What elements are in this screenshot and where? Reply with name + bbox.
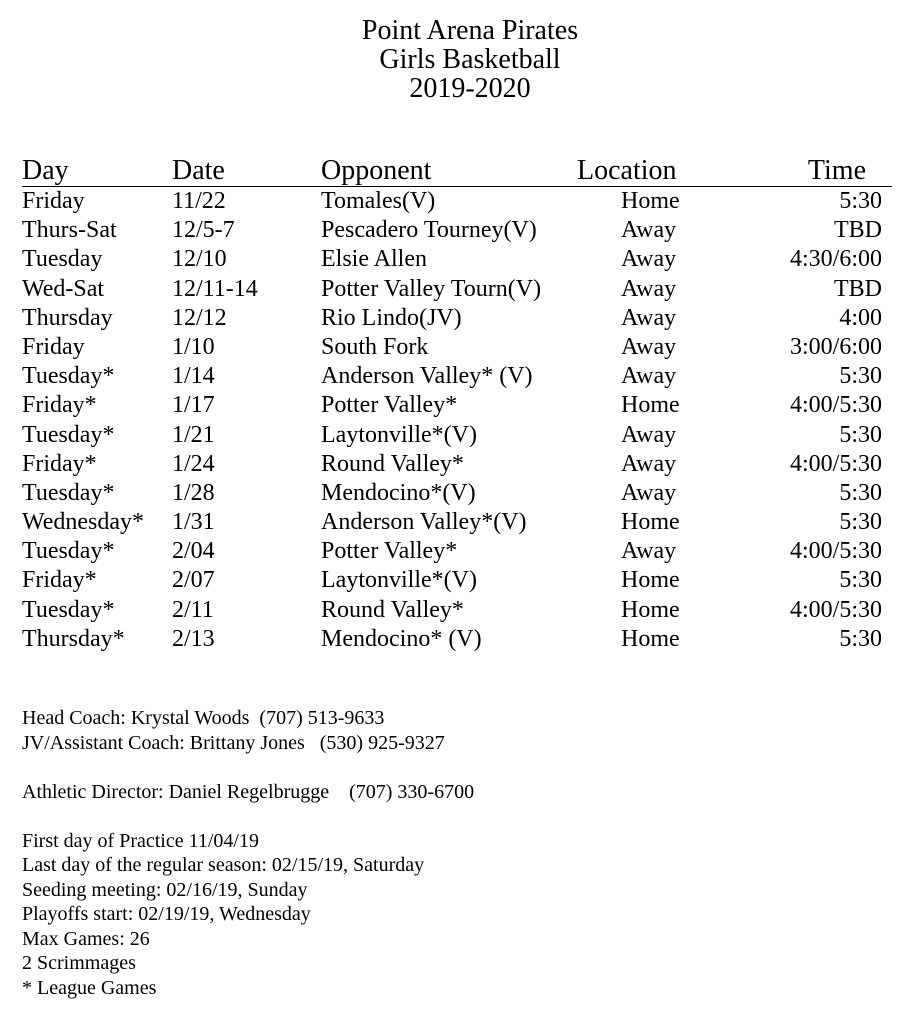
cell-location: Away bbox=[621, 421, 677, 448]
cell-location: Home bbox=[621, 188, 680, 214]
cell-location: Away bbox=[621, 275, 677, 302]
table-row bbox=[22, 450, 892, 479]
document-title bbox=[0, 16, 924, 103]
cell-opponent: Laytonville*(V) bbox=[321, 421, 477, 448]
max-games: Max Games: 26 bbox=[22, 927, 150, 950]
playoffs-start: Playoffs start: 02/19/19, Wednesday bbox=[22, 903, 311, 925]
cell-opponent: Laytonville*(V) bbox=[321, 567, 477, 594]
schedule-rows bbox=[22, 187, 892, 654]
cell-date: 1/24 bbox=[172, 450, 215, 477]
header-day: Day bbox=[22, 155, 69, 186]
cell-location: Away bbox=[621, 538, 677, 565]
cell-date: 1/10 bbox=[172, 333, 215, 360]
sport-name: Girls Basketball bbox=[379, 44, 561, 75]
cell-location: Away bbox=[621, 246, 677, 273]
cell-time: 4:00/5:30 bbox=[789, 450, 882, 477]
cell-date: 1/21 bbox=[172, 421, 215, 448]
cell-time: 5:30 bbox=[839, 479, 882, 506]
cell-day: Friday bbox=[22, 188, 85, 214]
table-row bbox=[22, 391, 892, 420]
header-date: Date bbox=[172, 155, 225, 186]
cell-opponent: Round Valley* bbox=[321, 596, 464, 623]
table-row bbox=[22, 537, 892, 566]
head-coach-info: Head Coach: Krystal Woods (707) 513-9633 bbox=[22, 707, 385, 729]
cell-opponent: Elsie Allen bbox=[321, 246, 427, 273]
cell-time: 4:00/5:30 bbox=[789, 392, 882, 419]
cell-opponent: Mendocino* (V) bbox=[321, 625, 482, 652]
table-row bbox=[22, 187, 892, 216]
cell-date: 12/5-7 bbox=[172, 217, 235, 244]
cell-time: 5:30 bbox=[839, 421, 882, 448]
cell-time: 5:30 bbox=[839, 567, 882, 594]
cell-location: Away bbox=[621, 450, 677, 477]
notes-section bbox=[22, 706, 474, 1000]
cell-date: 12/12 bbox=[172, 304, 227, 331]
cell-opponent: Potter Valley* bbox=[321, 392, 458, 419]
cell-location: Home bbox=[621, 392, 680, 419]
cell-day: Tuesday* bbox=[22, 479, 115, 506]
season-year: 2019-2020 bbox=[409, 73, 531, 104]
scrimmages: 2 Scrimmages bbox=[22, 952, 136, 974]
header-opponent: Opponent bbox=[321, 155, 432, 186]
cell-opponent: South Fork bbox=[321, 333, 429, 360]
cell-time: 3:00/6:00 bbox=[789, 333, 882, 360]
cell-opponent: Mendocino*(V) bbox=[321, 479, 476, 506]
cell-time: TBD bbox=[834, 275, 882, 302]
table-row bbox=[22, 216, 892, 245]
cell-opponent: Round Valley* bbox=[321, 450, 464, 477]
cell-location: Away bbox=[621, 479, 677, 506]
cell-location: Away bbox=[621, 363, 677, 390]
cell-day: Thurs-Sat bbox=[22, 217, 117, 244]
cell-day: Tuesday bbox=[22, 246, 103, 273]
cell-day: Wednesday* bbox=[22, 509, 145, 536]
table-row bbox=[22, 421, 892, 450]
last-day-regular-season: Last day of the regular season: 02/15/19, Saturday bbox=[22, 854, 425, 876]
seeding-meeting: Seeding meeting: 02/16/19, Sunday bbox=[22, 878, 308, 901]
cell-opponent: Potter Valley* bbox=[321, 538, 458, 565]
cell-day: Thursday* bbox=[22, 625, 125, 652]
cell-date: 1/31 bbox=[172, 509, 215, 536]
cell-opponent: Pescadero Tourney(V) bbox=[321, 217, 537, 244]
cell-day: Tuesday* bbox=[22, 363, 115, 390]
table-row bbox=[22, 596, 892, 625]
cell-day: Tuesday* bbox=[22, 421, 115, 448]
cell-opponent: Tomales(V) bbox=[321, 188, 436, 214]
cell-date: 12/11-14 bbox=[172, 275, 258, 302]
cell-opponent: Rio Lindo(JV) bbox=[321, 304, 462, 331]
table-row bbox=[22, 304, 892, 333]
cell-time: 5:30 bbox=[839, 363, 882, 390]
cell-location: Away bbox=[621, 333, 677, 360]
header-time: Time bbox=[807, 155, 866, 186]
table-row bbox=[22, 508, 892, 537]
cell-day: Tuesday* bbox=[22, 538, 115, 565]
cell-time: 4:00 bbox=[839, 304, 882, 331]
cell-location: Away bbox=[621, 217, 677, 244]
cell-day: Wed-Sat bbox=[22, 275, 105, 302]
cell-day: Thursday bbox=[22, 304, 113, 331]
athletic-director-info: Athletic Director: Daniel Regelbrugge (707) 330-6700 bbox=[22, 780, 475, 803]
league-games-note: * League Games bbox=[22, 976, 157, 999]
cell-date: 1/14 bbox=[172, 363, 215, 390]
table-row bbox=[22, 275, 892, 304]
team-name: Point Arena Pirates bbox=[361, 15, 579, 46]
schedule-table bbox=[22, 152, 892, 654]
cell-date: 2/11 bbox=[172, 596, 214, 623]
cell-time: 4:30/6:00 bbox=[789, 246, 882, 273]
cell-date: 11/22 bbox=[172, 188, 226, 214]
cell-location: Home bbox=[621, 509, 680, 536]
schedule-header bbox=[22, 152, 892, 187]
cell-opponent: Potter Valley Tourn(V) bbox=[321, 275, 542, 302]
cell-time: 4:00/5:30 bbox=[789, 538, 882, 565]
table-row bbox=[22, 479, 892, 508]
cell-time: 4:00/5:30 bbox=[789, 596, 882, 623]
cell-time: 5:30 bbox=[839, 188, 882, 214]
cell-day: Tuesday* bbox=[22, 596, 115, 623]
first-practice: First day of Practice 11/04/19 bbox=[22, 829, 259, 852]
cell-location: Away bbox=[621, 304, 677, 331]
cell-location: Home bbox=[621, 596, 680, 623]
cell-day: Friday bbox=[22, 333, 85, 360]
cell-location: Home bbox=[621, 625, 680, 652]
cell-opponent: Anderson Valley* (V) bbox=[321, 363, 533, 390]
cell-date: 2/13 bbox=[172, 625, 215, 652]
jv-coach-info: JV/Assistant Coach: Brittany Jones (530) 925-9327 bbox=[22, 731, 445, 754]
cell-location: Home bbox=[621, 567, 680, 594]
cell-day: Friday* bbox=[22, 392, 97, 419]
cell-date: 2/07 bbox=[172, 567, 215, 594]
table-row bbox=[22, 362, 892, 391]
cell-time: 5:30 bbox=[839, 625, 882, 652]
cell-time: 5:30 bbox=[839, 509, 882, 536]
cell-date: 1/17 bbox=[172, 392, 215, 419]
cell-day: Friday* bbox=[22, 567, 97, 594]
table-row bbox=[22, 245, 892, 274]
table-row bbox=[22, 333, 892, 362]
cell-date: 2/04 bbox=[172, 538, 215, 565]
cell-time: TBD bbox=[834, 217, 882, 244]
table-row bbox=[22, 566, 892, 595]
cell-opponent: Anderson Valley*(V) bbox=[321, 509, 527, 536]
cell-day: Friday* bbox=[22, 450, 97, 477]
table-row bbox=[22, 625, 892, 654]
cell-date: 1/28 bbox=[172, 479, 215, 506]
cell-date: 12/10 bbox=[172, 246, 227, 273]
header-location: Location bbox=[577, 155, 677, 186]
